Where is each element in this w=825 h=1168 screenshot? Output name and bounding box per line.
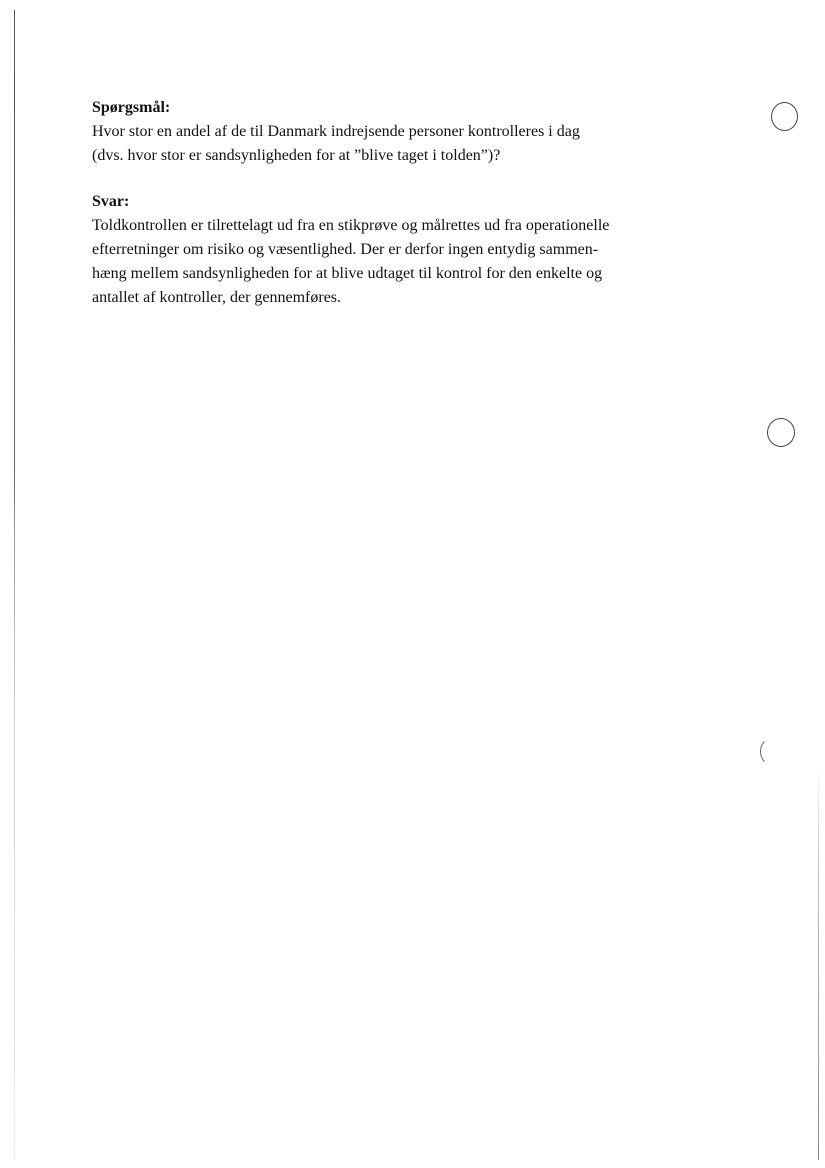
question-heading: Spørgsmål: [92, 99, 171, 116]
answer-text [92, 214, 732, 310]
question-section [92, 96, 732, 168]
answer-section [92, 190, 732, 310]
answer-line: hæng mellem sandsynligheden for at blive udtaget til kontrol for den enkelte og [92, 265, 603, 282]
document-body [92, 96, 732, 310]
scan-edge-left [14, 10, 15, 1160]
scan-edge-right [818, 760, 819, 1160]
answer-line: Toldkontrollen er tilrettelagt ud fra en stikprøve og målrettes ud fra operationelle [92, 217, 610, 234]
question-line: Hvor stor en andel af de til Danmark indrejsende personer kontrolleres i dag [92, 123, 580, 140]
punch-hole-icon [771, 102, 798, 131]
question-line: (dvs. hvor stor er sandsynligheden for at ”blive taget i tolden”)? [92, 147, 501, 164]
punch-hole-icon [767, 418, 795, 447]
answer-line: efterretninger om risiko og væsentlighed. Der er derfor ingen entydig sammen- [92, 241, 599, 258]
answer-line: antallet af kontroller, der gennemføres. [92, 289, 342, 306]
answer-heading: Svar: [92, 193, 130, 210]
punch-hole-icon [760, 737, 786, 766]
question-text [92, 120, 732, 168]
